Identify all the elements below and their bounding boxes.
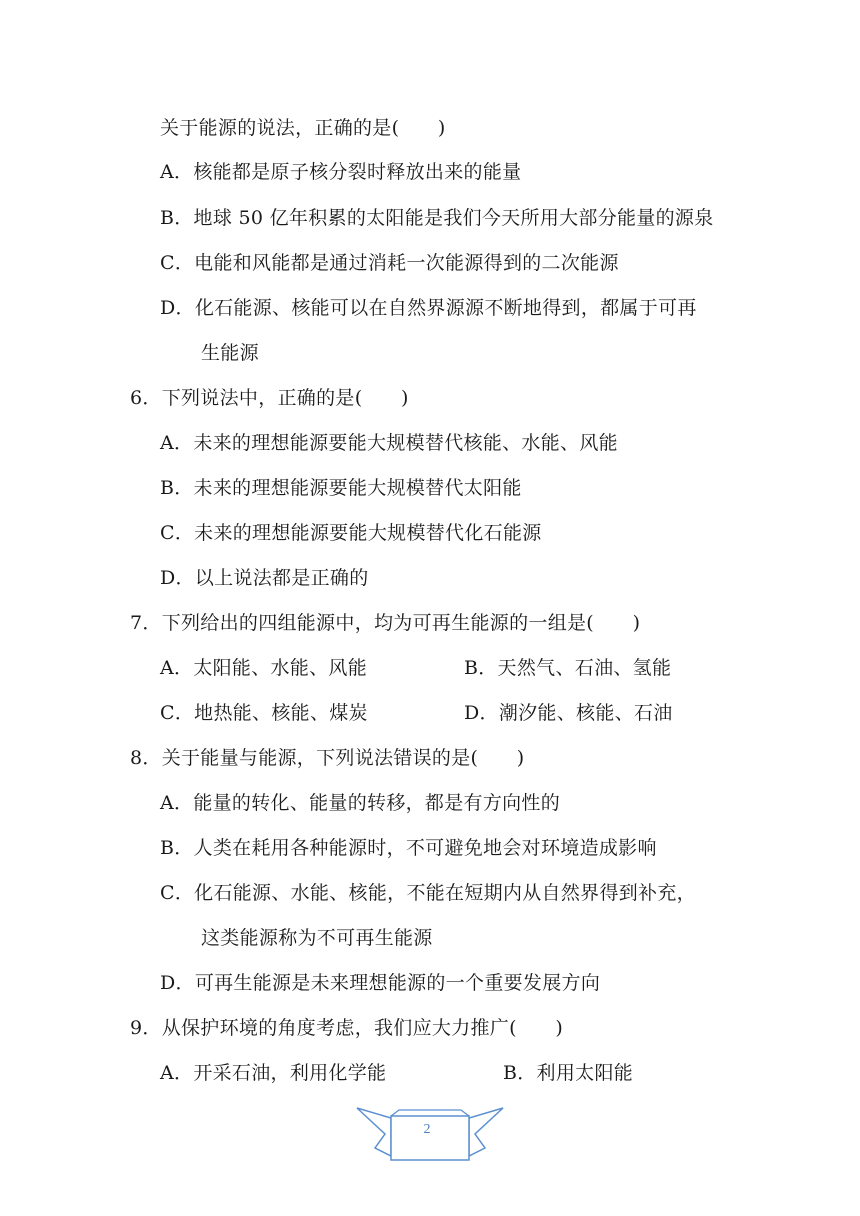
text-line: A．核能都是原子核分裂时释放出来的能量 bbox=[160, 161, 522, 183]
text-line: 7．下列给出的四组能源中，均为可再生能源的一组是( ) bbox=[130, 612, 641, 634]
text-line: C．地热能、核能、煤炭 bbox=[160, 702, 368, 724]
text-line: B．地球 50 亿年积累的太阳能是我们今天所用大部分能量的源泉 bbox=[160, 207, 714, 229]
text-line: D．以上说法都是正确的 bbox=[160, 567, 369, 589]
text-line: D．可再生能源是未来理想能源的一个重要发展方向 bbox=[160, 972, 601, 994]
text-line: A．能量的转化、能量的转移，都是有方向性的 bbox=[160, 792, 561, 814]
text-line: 关于能源的说法，正确的是( ) bbox=[160, 117, 446, 139]
text-line: D．化石能源、核能可以在自然界源源不断地得到，都属于可再 bbox=[160, 297, 697, 319]
text-line: C．未来的理想能源要能大规模替代化石能源 bbox=[160, 522, 542, 544]
text-line: 生能源 bbox=[201, 342, 259, 364]
text-line: C．化石能源、水能、核能，不能在短期内从自然界得到补充， bbox=[160, 882, 696, 904]
text-line: B．利用太阳能 bbox=[503, 1062, 634, 1084]
text-line: C．电能和风能都是通过消耗一次能源得到的二次能源 bbox=[160, 252, 619, 274]
text-line: A．太阳能、水能、风能 bbox=[160, 657, 368, 679]
text-line: 8．关于能量与能源，下列说法错误的是( ) bbox=[130, 747, 525, 769]
text-line: B．人类在耗用各种能源时，不可避免地会对环境造成影响 bbox=[160, 837, 657, 859]
page-number: 2 bbox=[423, 1122, 431, 1137]
text-line: B．未来的理想能源要能大规模替代太阳能 bbox=[160, 477, 522, 499]
text-line: B．天然气、石油、氢能 bbox=[464, 657, 672, 679]
text-line: 6．下列说法中，正确的是( ) bbox=[130, 387, 409, 409]
text-line: A．未来的理想能源要能大规模替代核能、水能、风能 bbox=[160, 432, 618, 454]
text-line: D．潮汐能、核能、石油 bbox=[464, 702, 673, 724]
text-line: 这类能源称为不可再生能源 bbox=[201, 927, 433, 949]
text-line: A．开采石油，利用化学能 bbox=[160, 1062, 387, 1084]
text-line: 9．从保护环境的角度考虑，我们应大力推广( ) bbox=[130, 1017, 564, 1039]
